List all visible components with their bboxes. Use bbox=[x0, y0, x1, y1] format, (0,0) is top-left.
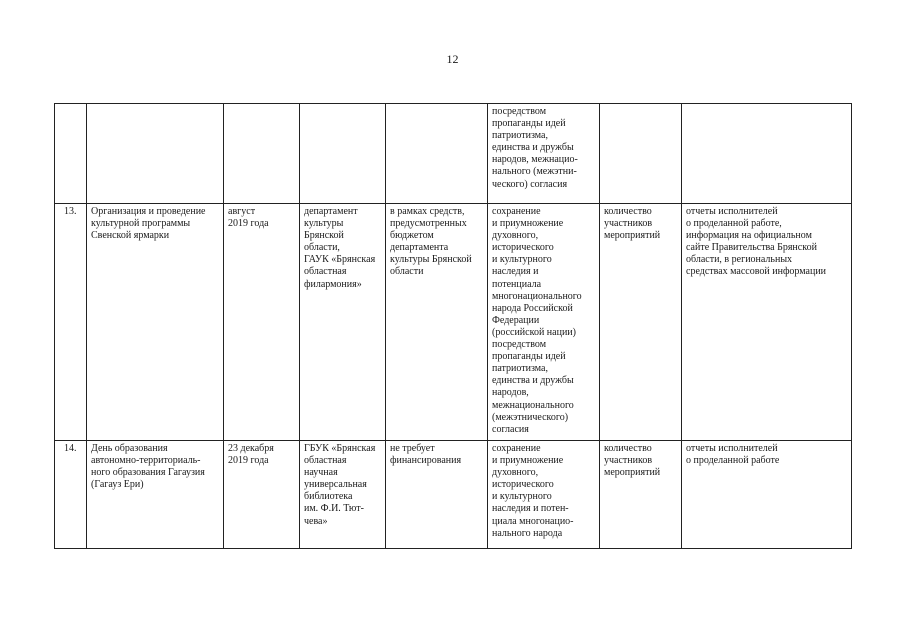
row-number bbox=[55, 104, 87, 204]
executor: ГБУК «Брянская областная научная универсальная библиотека им. Ф.И. Тют- чева» bbox=[300, 441, 386, 549]
executor bbox=[300, 104, 386, 204]
table-row-14 bbox=[55, 441, 852, 549]
funding-source: не требует финансирования bbox=[386, 441, 488, 549]
event-goal: посредством пропаганды идей патриотизма, единства и дружбы народов, межнацио- нального (межэтни- ческого) согласия bbox=[488, 104, 600, 204]
funding-source: в рамках средств, предусмотренных бюджетом департамента культуры Брянской области bbox=[386, 204, 488, 441]
page-number: 12 bbox=[446, 52, 459, 66]
reporting-form bbox=[682, 104, 852, 204]
reporting-form: отчеты исполнителей о проделанной работе, информация на официальном сайте Правительства Брянской области, в региональных средствах массовой информации bbox=[682, 204, 852, 441]
event-date: 23 декабря 2019 года bbox=[224, 441, 300, 549]
event-name: Организация и проведение культурной программы Свенской ярмарки bbox=[87, 204, 224, 441]
table-row-continuation bbox=[55, 104, 852, 204]
row-number: 14. bbox=[55, 441, 87, 549]
events-table bbox=[54, 103, 852, 549]
event-name bbox=[87, 104, 224, 204]
table-row-13 bbox=[55, 204, 852, 441]
indicator: количество участников мероприятий bbox=[600, 441, 682, 549]
indicator: количество участников мероприятий bbox=[600, 204, 682, 441]
event-goal: сохранение и приумножение духовного, исторического и культурного наследия и потенциала многонационального народа Российской Федерации (российской нации) посредством пропаганды идей патриотизма, единства и дружбы народов, межнационального (межэтнического) согласия bbox=[488, 204, 600, 441]
event-date: август 2019 года bbox=[224, 204, 300, 441]
row-number: 13. bbox=[55, 204, 87, 441]
executor: департамент культуры Брянской области, ГАУК «Брянская областная филармония» bbox=[300, 204, 386, 441]
event-name: День образования автономно-территориаль- ного образования Гагаузия (Гагауз Ери) bbox=[87, 441, 224, 549]
event-date bbox=[224, 104, 300, 204]
event-goal: сохранение и приумножение духовного, исторического и культурного наследия и потен- циала многонацио- нального народа bbox=[488, 441, 600, 549]
reporting-form: отчеты исполнителей о проделанной работе bbox=[682, 441, 852, 549]
funding-source bbox=[386, 104, 488, 204]
indicator bbox=[600, 104, 682, 204]
